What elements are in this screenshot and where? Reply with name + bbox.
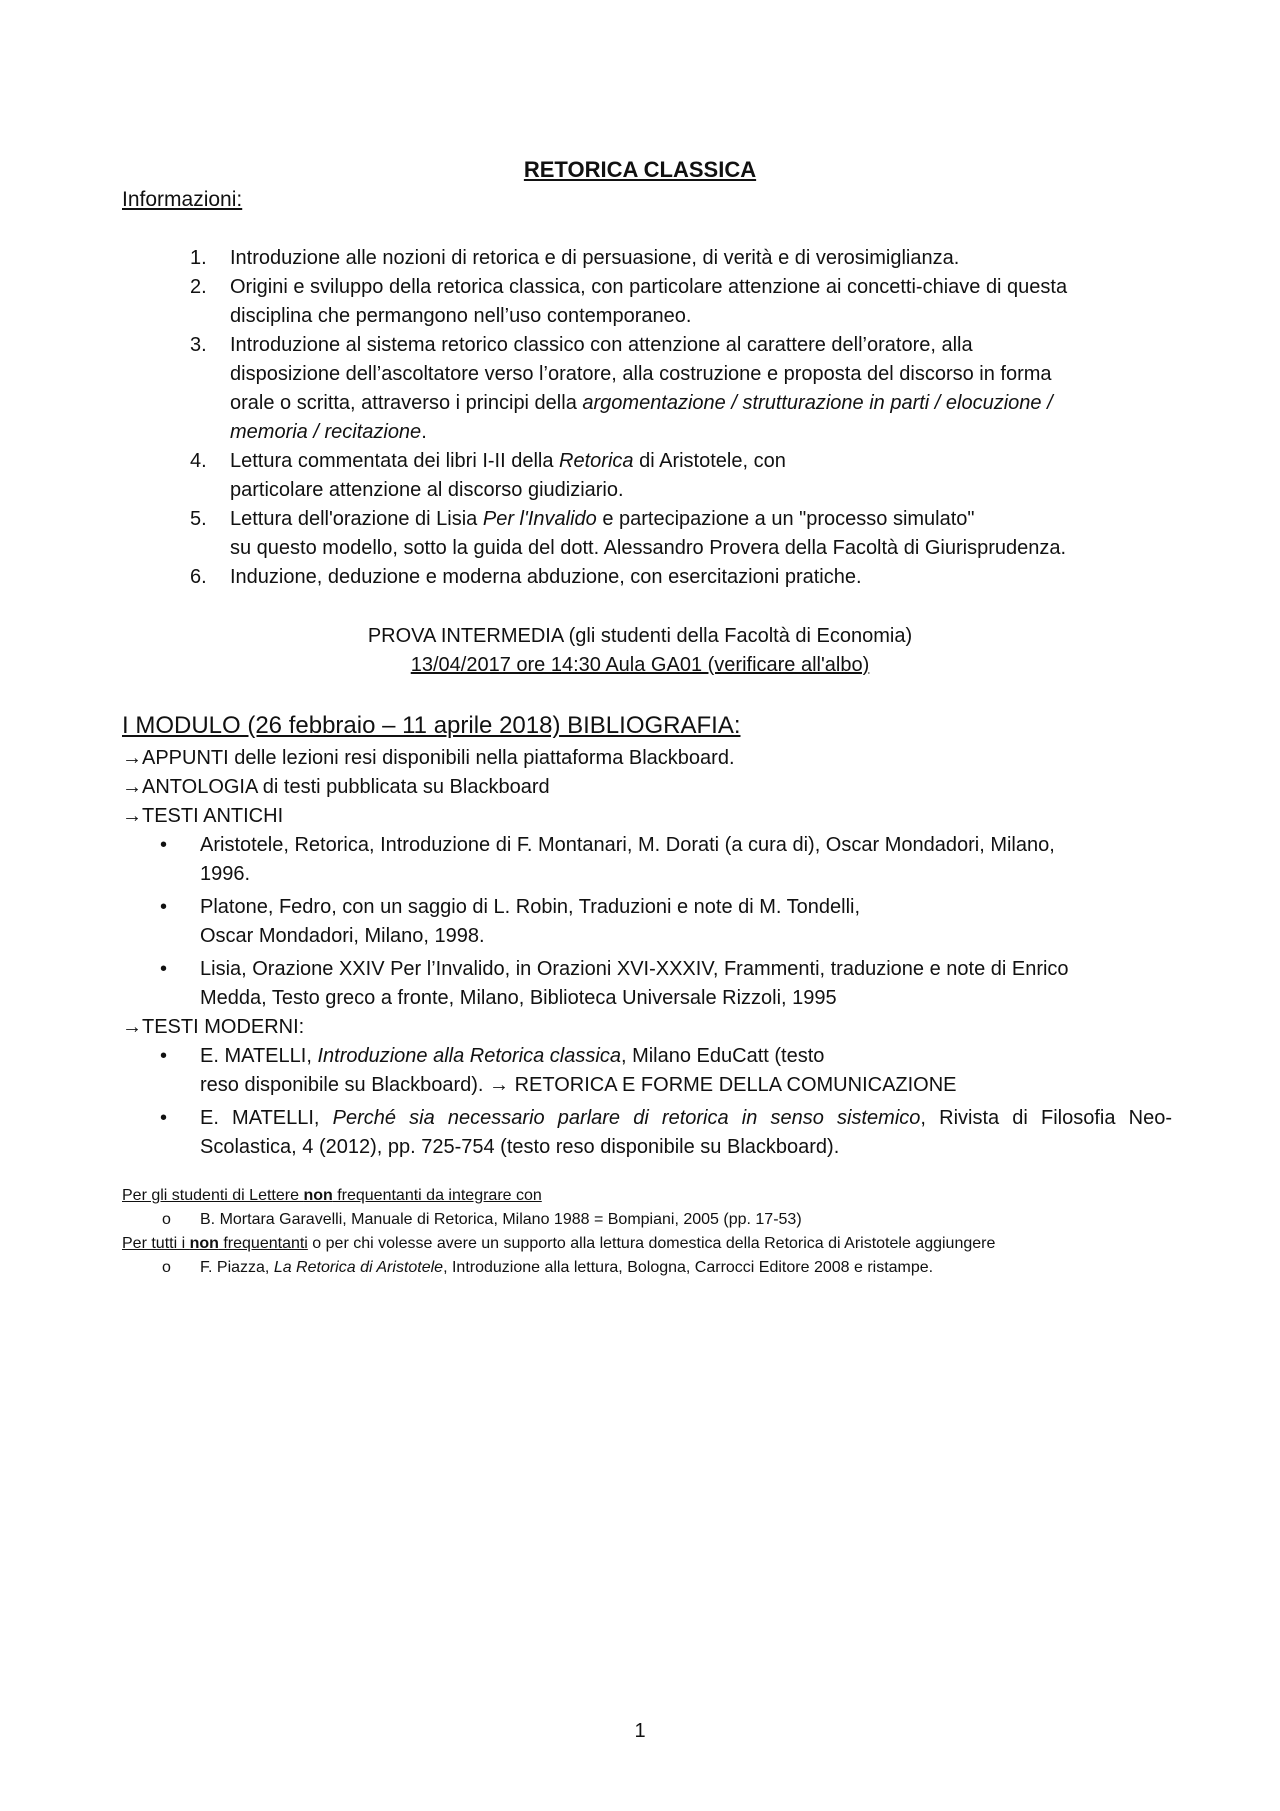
italic-run: Per l'Invalido (482, 508, 597, 530)
bullet-icon: • (160, 958, 168, 980)
text-run: . (421, 421, 427, 443)
biblio-line: Medda, Testo greco a fronte, Milano, Biblioteca Universale Rizzoli, 1995 (200, 987, 837, 1009)
bullet-icon: • (160, 896, 168, 918)
note-sub-item (122, 1208, 1172, 1232)
info-label: Informazioni: (122, 188, 243, 211)
bullet-icon: • (160, 834, 168, 856)
antologia-line: →ANTOLOGIA di testi pubblicata su Blackboard (122, 776, 550, 798)
italic-run: memoria / recitazione (230, 421, 422, 443)
bold-run: non (189, 1235, 219, 1252)
text-run: frequentanti (218, 1235, 308, 1252)
list-item-3 (0, 331, 1280, 447)
text-run: di Aristotele, con (633, 450, 786, 472)
item-text-line: Origini e sviluppo della retorica classica, con particolare attenzione ai concetti-chiave di questa (230, 276, 1068, 298)
item-text-line: disposizione dell’ascoltatore verso l’oratore, alla costruzione e proposta del discorso in forma (230, 363, 1052, 385)
item-number: 4. (190, 450, 207, 472)
biblio-line: Aristotele, Retorica, Introduzione di F. Montanari, M. Dorati (a cura di), Oscar Mondadori, Milano, (200, 834, 1055, 856)
list-item-6 (0, 563, 1280, 592)
italic-run: Introduzione alla Retorica classica (317, 1045, 621, 1067)
text-run: e partecipazione a un "processo simulato" (596, 508, 975, 530)
note-text: B. Mortara Garavelli, Manuale di Retorica, Milano 1988 = Bompiani, 2005 (pp. 17-53) (200, 1211, 802, 1228)
text-run: , Rivista di Filosofia Neo- (920, 1107, 1173, 1129)
text-run: , Milano EduCatt (testo (620, 1045, 825, 1067)
note-sub-item (122, 1256, 1172, 1280)
text-run: Per gli studenti di Lettere (122, 1187, 304, 1204)
biblio-item (122, 1042, 1172, 1100)
item-text: Introduzione alle nozioni di retorica e di persuasione, di verità e di verosimiglianza. (230, 247, 960, 269)
item-number: 2. (190, 276, 207, 298)
note-tutti (122, 1232, 1172, 1256)
text-run: Lettura dell'orazione di Lisia (230, 508, 483, 530)
bullet-icon: • (160, 1045, 168, 1067)
item-text: Induzione, deduzione e moderna abduzione, con esercitazioni pratiche. (230, 566, 862, 588)
notes (122, 1184, 1172, 1280)
italic-run: La Retorica di Aristotele (273, 1259, 444, 1276)
text-run: orale o scritta, attraverso i principi della (230, 392, 583, 414)
item-text-line: disciplina che permangono nell’uso contemporaneo. (230, 305, 692, 327)
italic-run: Perché sia necessario parlare di retorica in senso sistemico (332, 1107, 921, 1129)
list-item-2 (0, 273, 1280, 331)
italic-run: argomentazione / strutturazione in parti / elocuzione / (582, 392, 1053, 414)
numbered-list (0, 244, 1280, 592)
biblio-line: Lisia, Orazione XXIV Per l’Invalido, in Orazioni XVI-XXXIV, Frammenti, traduzione e note di Enrico (200, 958, 1069, 980)
item-number: 5. (190, 508, 207, 530)
text-run: F. Piazza, (200, 1259, 274, 1276)
item-number: 6. (190, 566, 207, 588)
prova-date: 13/04/2017 ore 14:30 Aula GA01 (verificare all'albo) (410, 654, 870, 676)
page-title: RETORICA CLASSICA (523, 157, 757, 182)
biblio-line (200, 1104, 1172, 1133)
list-item-1 (0, 244, 1280, 273)
biblio-item (122, 1104, 1172, 1162)
biblio-line: Platone, Fedro, con un saggio di L. Robin, Traduzioni e note di M. Tondelli, (200, 896, 861, 918)
text-run: Lettura commentata dei libri I-II della (230, 450, 560, 472)
italic-run: Retorica (559, 450, 634, 472)
biblio-item (122, 831, 1172, 889)
item-text-line (230, 389, 1170, 418)
testi-moderni-heading: →TESTI MODERNI: (122, 1016, 305, 1038)
item-text-line: Introduzione al sistema retorico classico con attenzione al carattere dell’oratore, alla (230, 334, 973, 356)
item-number: 3. (190, 334, 207, 356)
biblio-item (122, 893, 1172, 951)
item-number: 1. (190, 247, 207, 269)
circle-bullet-icon: o (162, 1259, 171, 1276)
testi-antichi-heading: →TESTI ANTICHI (122, 805, 284, 827)
text-run: E. MATELLI, (200, 1107, 333, 1129)
list-item-4 (0, 447, 1280, 505)
note-lettere (122, 1184, 1172, 1208)
biblio-line: reso disponibile su Blackboard). → RETORICA E FORME DELLA COMUNICAZIONE (200, 1074, 957, 1096)
page-number: 1 (634, 1720, 646, 1742)
appunti-line: →APPUNTI delle lezioni resi disponibili nella piattaforma Blackboard. (122, 747, 735, 769)
item-text-line (230, 418, 1170, 447)
item-text-line: su questo modello, sotto la guida del dott. Alessandro Provera della Facoltà di Giurisprudenza. (230, 537, 1067, 559)
bullet-icon: • (160, 1107, 168, 1129)
bibliography (122, 744, 1172, 1162)
biblio-line (200, 1042, 1172, 1071)
bold-run: non (303, 1187, 333, 1204)
prova-intermedia (0, 622, 1280, 680)
biblio-line: 1996. (200, 863, 251, 885)
text-run: Per tutti i (122, 1235, 190, 1252)
prova-line: PROVA INTERMEDIA (gli studenti della Facoltà di Economia) (367, 625, 913, 647)
modulo-heading: I MODULO (26 febbraio – 11 aprile 2018) BIBLIOGRAFIA: (122, 712, 741, 739)
text-run: frequentanti da integrare con (332, 1187, 542, 1204)
biblio-line: Scolastica, 4 (2012), pp. 725-754 (testo reso disponibile su Blackboard). (200, 1136, 840, 1158)
biblio-item (122, 955, 1172, 1013)
biblio-line: Oscar Mondadori, Milano, 1998. (200, 925, 485, 947)
circle-bullet-icon: o (162, 1211, 171, 1228)
item-text-line (230, 447, 1170, 476)
text-run: o per chi volesse avere un supporto alla lettura domestica della Retorica di Aristotele aggiungere (307, 1235, 996, 1252)
list-item-5 (0, 505, 1280, 563)
text-run: E. MATELLI, (200, 1045, 318, 1067)
text-run: , Introduzione alla lettura, Bologna, Carrocci Editore 2008 e ristampe. (443, 1259, 934, 1276)
item-text-line: particolare attenzione al discorso giudiziario. (230, 479, 624, 501)
item-text-line (230, 505, 1170, 534)
